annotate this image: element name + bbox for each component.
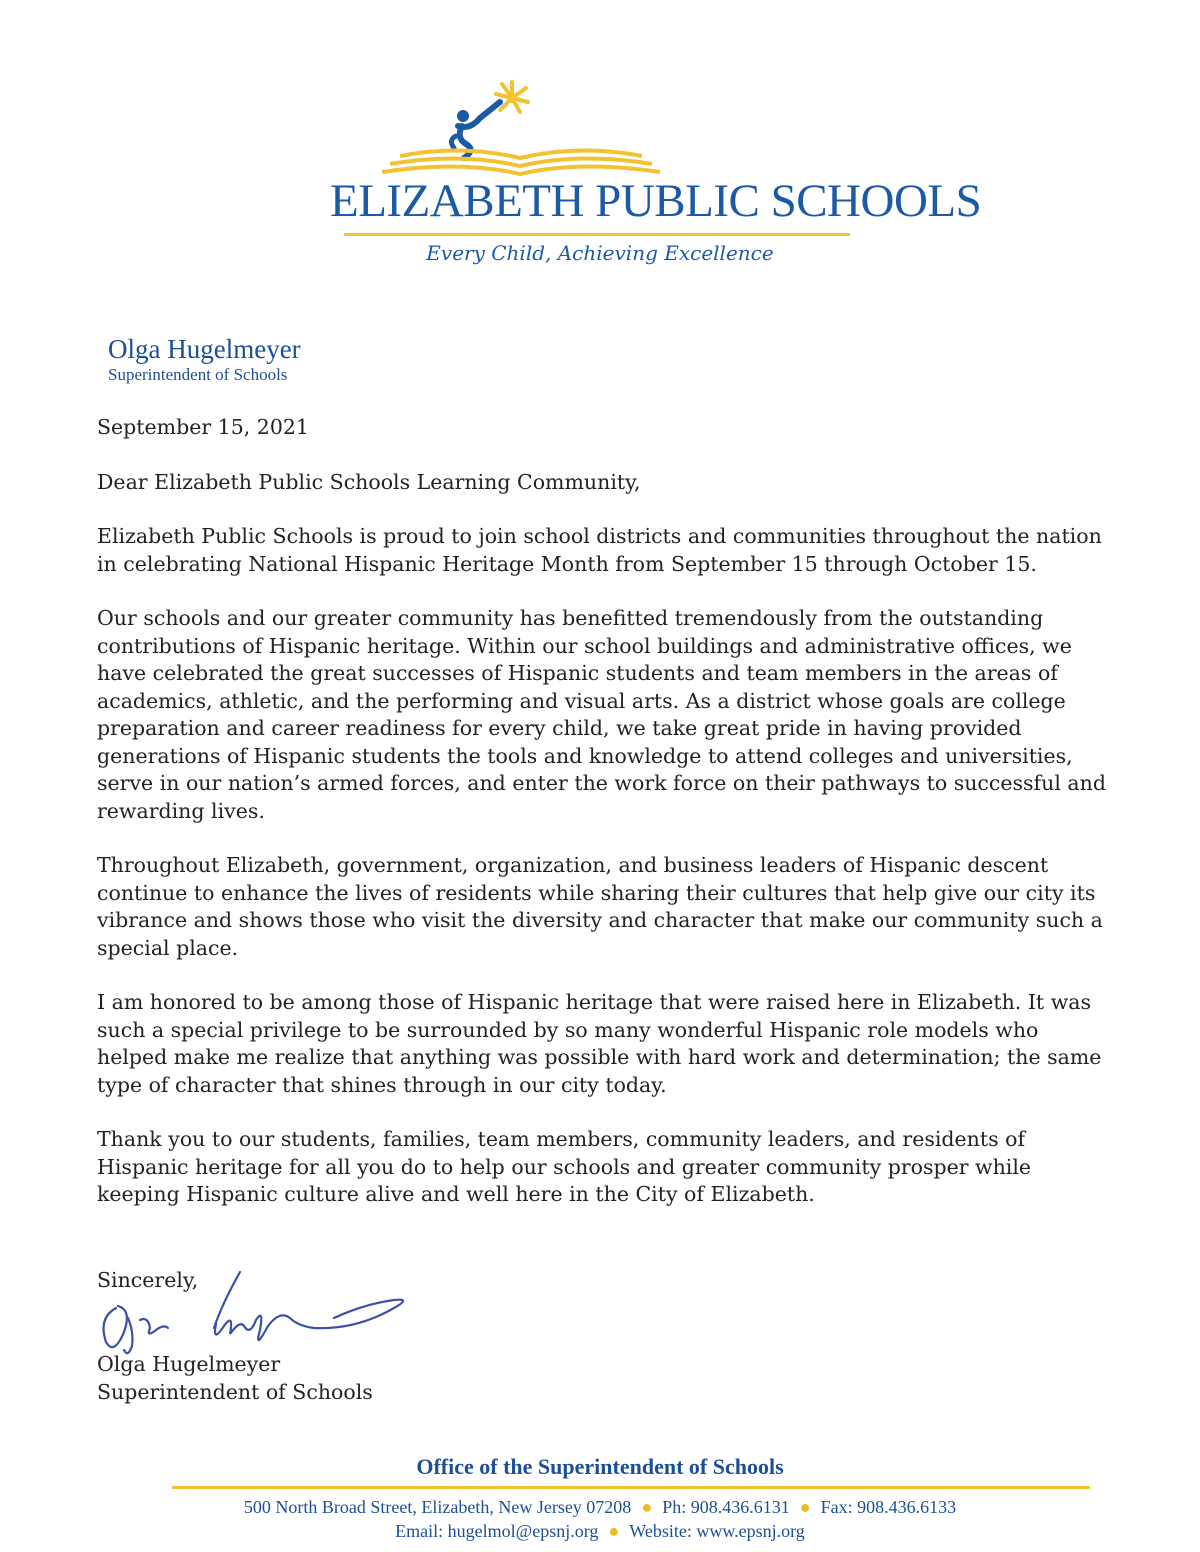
district-logo [330,78,982,288]
logo-tagline: Every Child, Achieving Excellence [426,241,774,265]
footer-divider [172,1486,1090,1489]
bullet-separator: ● [608,1521,620,1541]
signatory-title: Superintendent of Schools [97,1380,373,1404]
footer-phone: Ph: 908.436.6131 [662,1497,790,1517]
signatory-name: Olga Hugelmeyer [97,1352,281,1376]
bullet-separator: ● [641,1497,653,1517]
footer-contact-line-1 [0,1497,1200,1518]
letter-paragraph: Throughout Elizabeth, government, organization, and business leaders of Hispanic descent continue to enhance the lives of residents while sharing their cultures that help give our city its vibrance and shows those who visit the diversity and character that make our community such a special place. [97,853,1103,960]
letter-paragraph: I am honored to be among those of Hispanic heritage that were raised here in Elizabeth. It was such a special privilege to be surrounded by so many wonderful Hispanic role models who helped make me realize that anything was possible with hard work and determination; the same type of character that shines through in our city today. [97,990,1102,1097]
letter-paragraph: Our schools and our greater community has benefitted tremendously from the outstanding contributions of Hispanic heritage. Within our school buildings and administrative offices, we have celebrated the great successes of Hispanic students and team members in the areas of academics, athletic, and the performing and visual arts. As a district whose goals are college preparation and career readiness for every child, we take great pride in having provided generations of Hispanic students the tools and knowledge to attend colleges and universities, serve in our nation’s armed forces, and enter the work force on their pathways to successful and rewarding lives. [97,606,1106,823]
letter-body [97,414,1107,1236]
footer-website: Website: www.epsnj.org [629,1521,805,1541]
footer-address: 500 North Broad Street, Elizabeth, New Jersey 07208 [243,1497,632,1517]
bullet-separator: ● [799,1497,811,1517]
letter-salutation: Dear Elizabeth Public Schools Learning Community, [97,469,641,494]
letter-closing: Sincerely, [97,1268,199,1292]
logo-divider [344,233,850,236]
letter-date: September 15, 2021 [97,415,309,439]
logo-emblem-icon [330,78,870,178]
letter-paragraph: Thank you to our students, families, team members, community leaders, and residents of Hispanic heritage for all you do to help our schools and greater community prosper while keeping Hispanic culture alive and well here in the City of Elizabeth. [97,1127,1032,1206]
sender-name: Olga Hugelmeyer [108,334,301,364]
footer-office-title: Office of the Superintendent of Schools [416,1454,784,1479]
footer-contact-line-2 [0,1521,1200,1542]
footer-email: Email: hugelmol@epsnj.org [395,1521,599,1541]
letterhead-sender [108,334,301,386]
footer-fax: Fax: 908.436.6133 [820,1497,957,1517]
handwritten-signature [94,1268,424,1358]
letter-paragraph: Elizabeth Public Schools is proud to join school districts and communities throughout the nation in celebrating National Hispanic Heritage Month from September 15 through October 15. [97,524,1102,576]
logo-district-name: ELIZABETH PUBLIC SCHOOLS [330,175,982,227]
sender-title: Superintendent of Schools [108,365,288,384]
